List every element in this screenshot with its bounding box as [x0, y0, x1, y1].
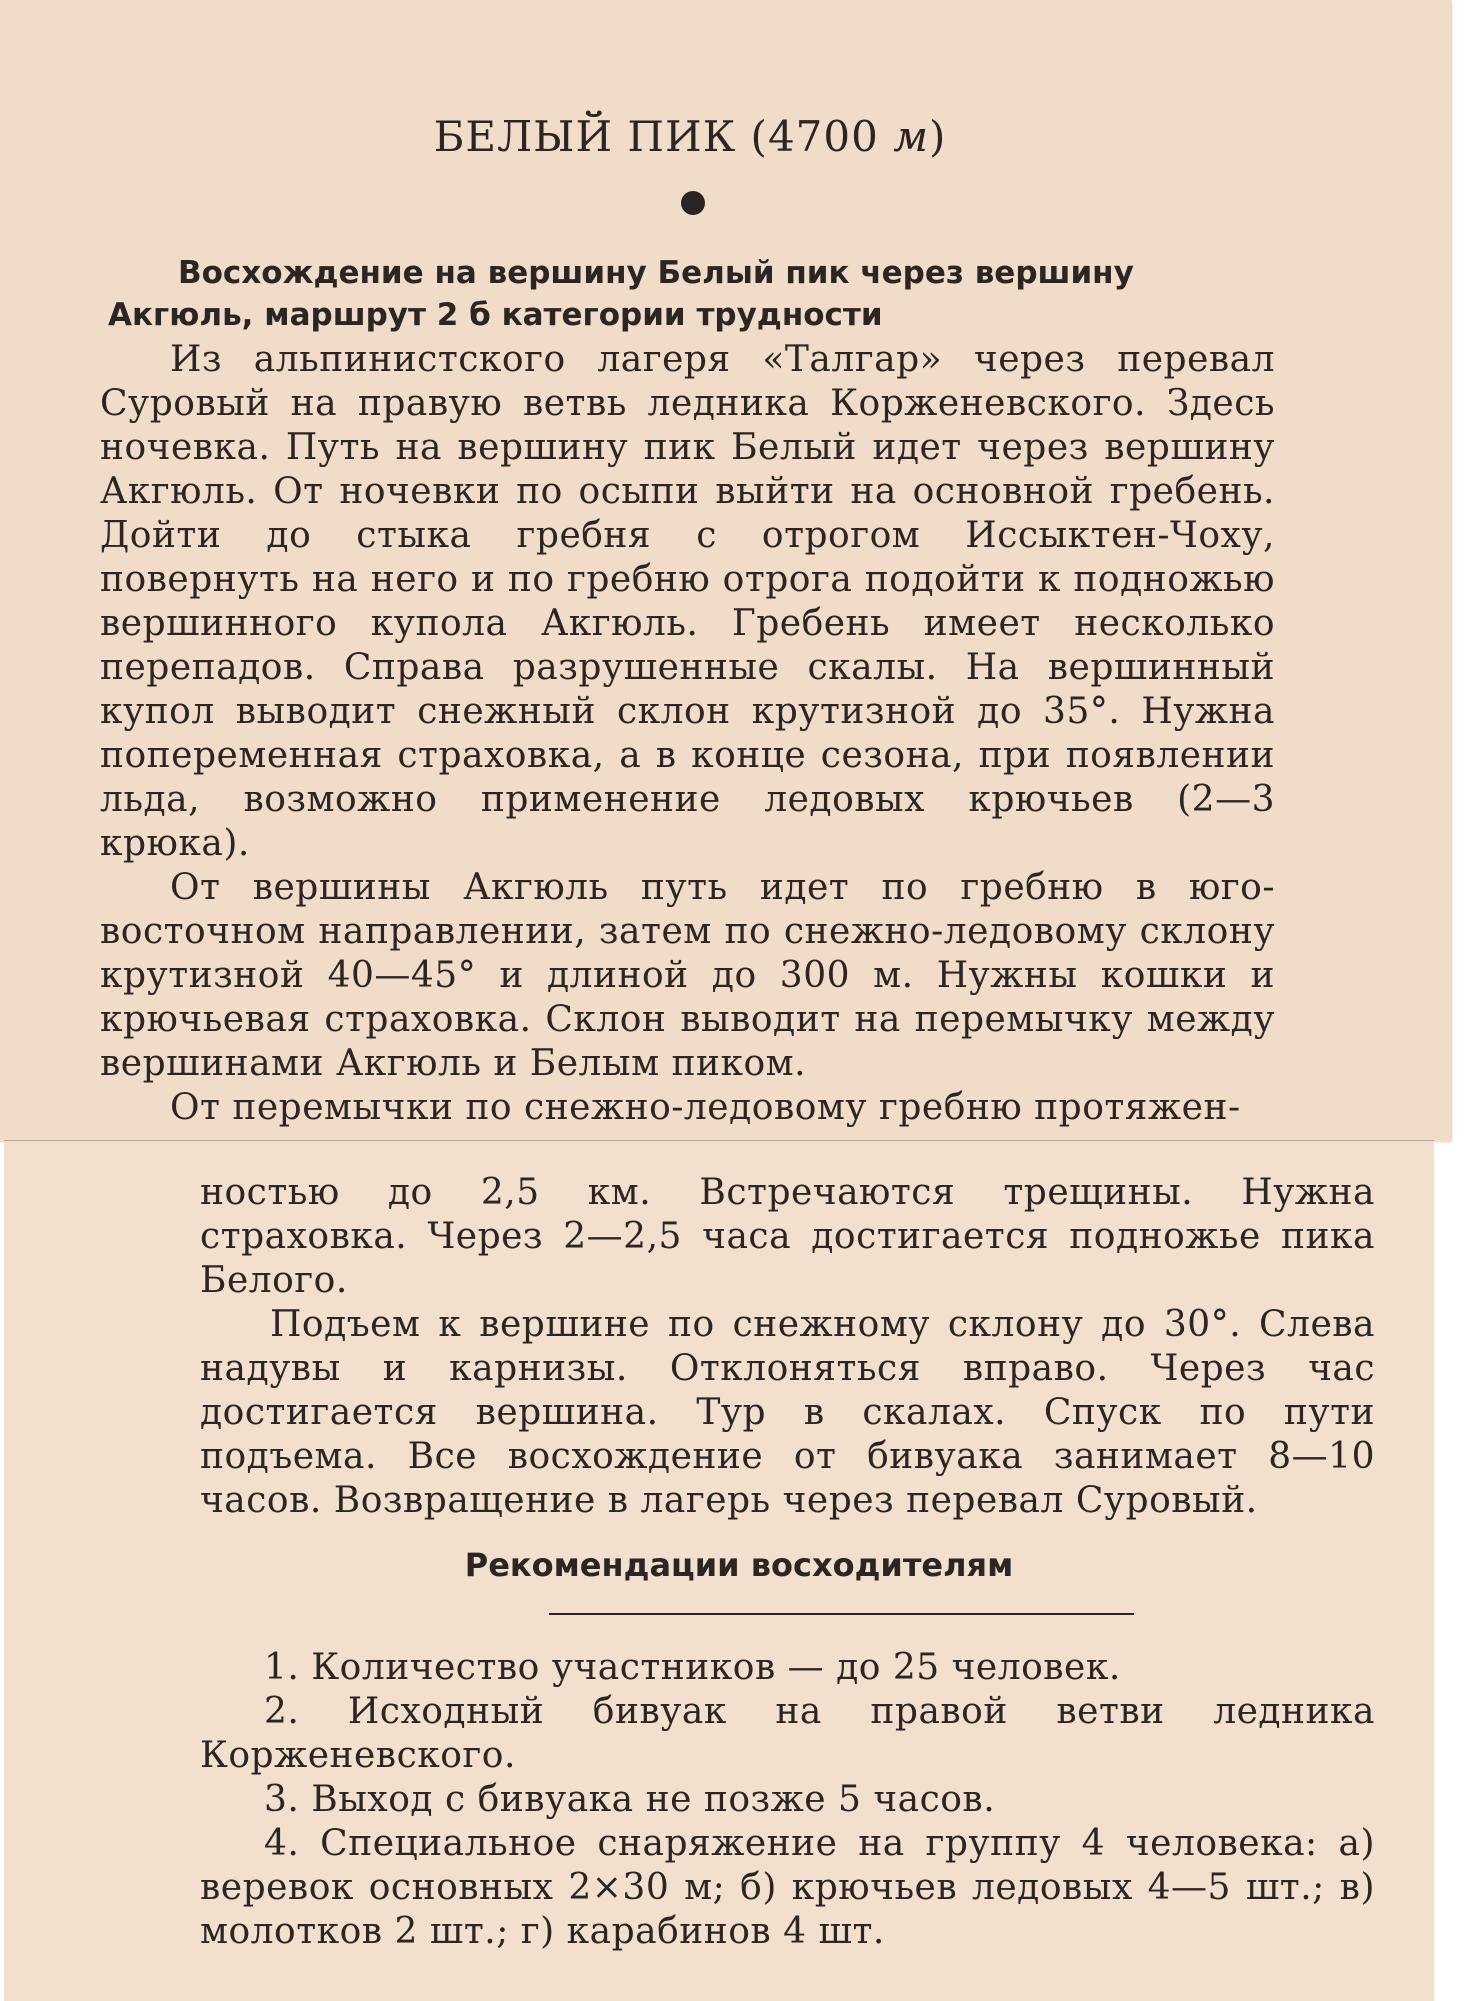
list-item: 3. Выход с бивуака не позже 5 часов.: [264, 1779, 996, 1820]
list-item: 2. Исходный бивуак на правой ветви ледника Корженевского.: [200, 1691, 1375, 1776]
recommendations-heading: Рекомендации восходителям: [464, 1546, 1014, 1584]
paragraph: ностью до 2,5 км. Встречаются трещины. Нужна страховка. Через 2—2,5 часа достигается подножье пика Белого.: [200, 1172, 1375, 1301]
route-heading-line-1: Восхождение на вершину Белый пик через вершину: [178, 255, 1134, 291]
route-heading: [108, 252, 1280, 336]
heading-underline: [549, 1613, 1134, 1615]
clipping-bottom: [4, 1140, 1434, 2001]
recommendations-list: [200, 1646, 1375, 1954]
route-text-bottom: [200, 1171, 1375, 1523]
title-unit: м: [893, 112, 930, 161]
bullet-dot-icon: [681, 191, 705, 215]
title-height: 4700: [767, 112, 879, 161]
paragraph: Из альпинистского лагеря «Талгар» через перевал Суровый на правую ветвь ледника Корженевского. Здесь ночевка. Путь на вершину пик Белый идет через вершину Акгюль. От ночевки по осыпи выйти на основной гребень. Дойти до стыка гребня с отрогом Иссыктен-Чоху, повернуть на него и по гребню отрога подойти к подножью вершинного купола Акгюль. Гребень имеет несколько перепадов. Справа разрушенные скалы. На вершинный купол выводит снежный склон крутизной до 35°. Нужна попеременная страховка, а в конце сезона, при появлении льда, возможно применение ледовых крючьев (2—3 крюка).: [100, 339, 1275, 864]
paragraph: От перемычки по снежно-ледовому гребню протяжен-: [170, 1087, 1241, 1128]
title-text: БЕЛЫЙ ПИК: [433, 112, 737, 161]
route-text-top: [100, 338, 1275, 1130]
list-item: 1. Количество участников — до 25 человек.: [264, 1647, 1121, 1688]
paragraph: Подъем к вершине по снежному склону до 30°. Слева надувы и карнизы. Отклоняться вправо. Через час достигается вершина. Тур в скалах. Спуск по пути подъема. Все восхождение от бивуака занимает 8—10 часов. Возвращение в лагерь через перевал Суровый.: [200, 1304, 1375, 1521]
list-item: 4. Специальное снаряжение на группу 4 человека: а) веревок основных 2×30 м; б) крючьев ледовых 4—5 шт.; в) молотков 2 шт.; г) карабинов 4 шт.: [200, 1823, 1375, 1952]
route-heading-line-2: Акгюль, маршрут 2 б категории трудности: [108, 297, 883, 333]
paragraph: От вершины Акгюль путь идет по гребню в юго-восточном направлении, затем по снежно-ледовому склону крутизной 40—45° и длиной до 300 м. Нужны кошки и крючьевая страховка. Склон выводит на перемычку между вершинами Акгюль и Белым пиком.: [100, 867, 1275, 1084]
page-title: БЕЛЫЙ ПИК (4700 м): [433, 112, 947, 161]
